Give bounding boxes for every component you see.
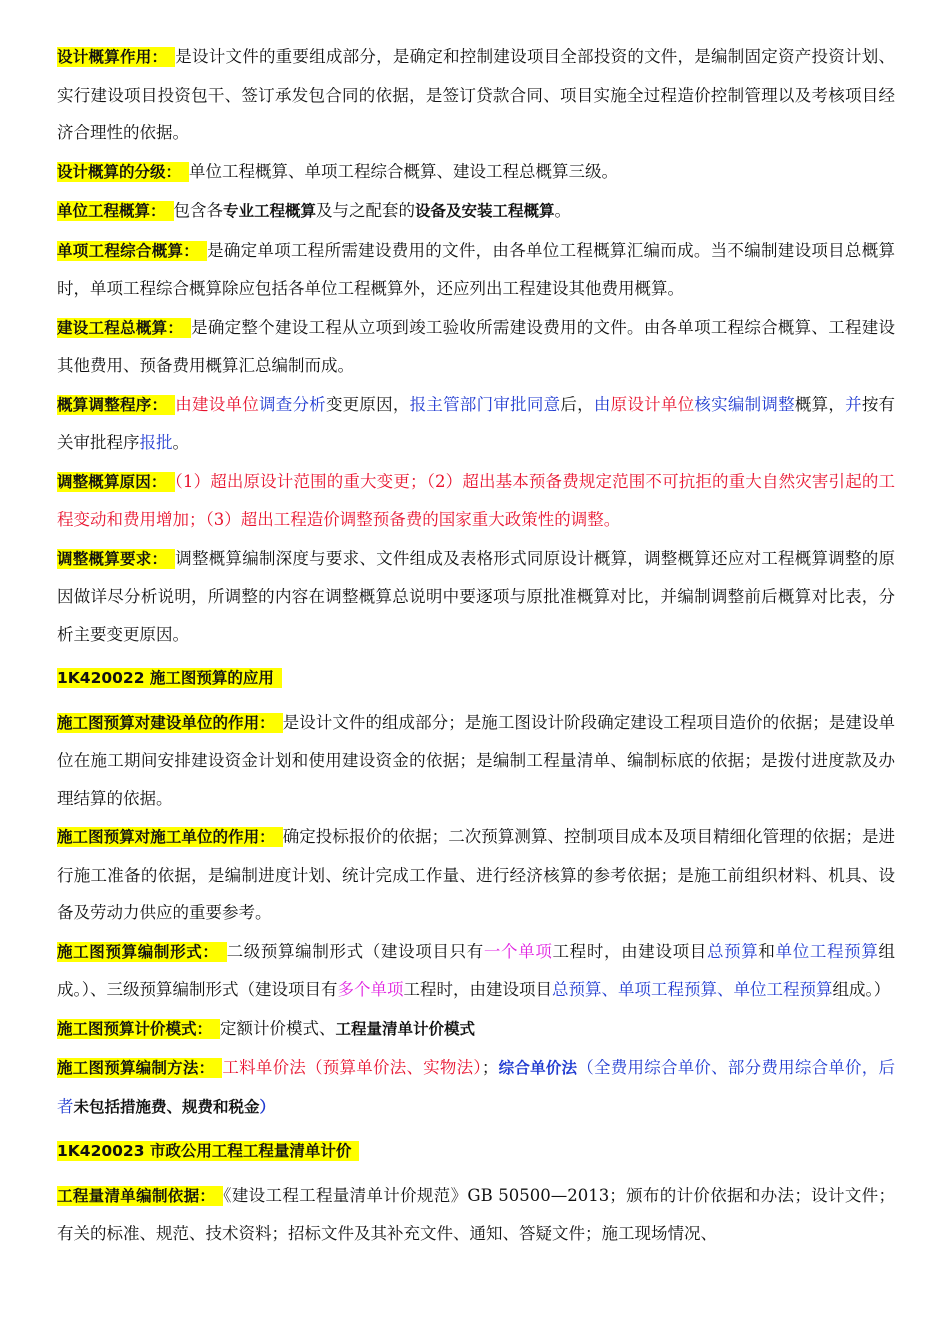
paragraph-text: 单位工程概算、单项工程综合概算、建设工程总概算三级。	[189, 161, 619, 181]
paragraph-item-estimate	[57, 232, 895, 308]
blue-run: 报批	[139, 433, 173, 452]
magenta-run: 多个单项	[337, 980, 404, 999]
term-label: 调整概算原因：	[57, 472, 175, 492]
paragraph-text: 《建设工程工程量清单计价规范》GB 50500—2013；颁布的计价依据和办法；设计文件；有关的标准、规范、技术资料；招标文件及其补充文件、通知、答疑文件；施工现场情况、	[57, 1185, 895, 1243]
bold-blue-run: 综合单价法	[498, 1059, 578, 1077]
paragraph-adjust-reasons	[57, 463, 895, 539]
paragraph-text: 是确定整个建设工程从立项到竣工验收所需建设费用的文件。由各单项工程综合概算、工程建设其他费用、预备费用概算汇总编制而成。	[57, 317, 895, 375]
section-title: 1K420022 施工图预算的应用	[57, 668, 282, 688]
paragraph-unit-estimate	[57, 192, 895, 231]
text-run: 组成。）、三级预算编制形式（建设项目有	[57, 941, 895, 999]
term-label: 施工图预算计价模式：	[57, 1019, 220, 1039]
magenta-run: 一个单项	[483, 941, 553, 961]
term-label: 单位工程概算：	[57, 201, 174, 221]
term-label: 设计概算作用：	[57, 47, 175, 67]
blue-run: 总预算	[706, 941, 759, 961]
blue-run: ）	[259, 1097, 276, 1116]
term-label: 调整概算要求：	[57, 549, 175, 569]
paragraph-text: 是设计文件的组成部分；是施工图设计阶段确定建设工程项目造价的依据；是建设单位在施工期间安排建设资金计划和使用建设资金的依据；是编制工程量清单、编制标底的依据；是拨付进度款及办理结算的依据。	[57, 712, 895, 808]
blue-run: 单位工程预算	[775, 941, 879, 961]
blue-run: 并	[845, 394, 862, 414]
paragraph-budget-owner-role	[57, 704, 895, 818]
text-run: 。	[554, 201, 572, 220]
bold-run: 工程量清单计价模式	[335, 1019, 476, 1038]
section-title: 1K420023 市政公用工程工程量清单计价	[57, 1141, 359, 1161]
blue-run: 由	[593, 394, 611, 414]
text-run: 工程时，由建设项目	[403, 980, 552, 999]
blue-run: 总预算、单项工程预算、单位工程预算	[552, 980, 833, 999]
blue-run: 核实编制调整	[694, 394, 795, 414]
red-run: 建设单位	[191, 394, 259, 414]
paragraph-budget-methods	[57, 1049, 895, 1126]
text-run: 按有关审批程序	[57, 394, 896, 452]
term-label: 施工图预算对建设单位的作用：	[57, 713, 283, 733]
text-run: 概算，	[794, 394, 846, 414]
text-run: 后，	[560, 394, 594, 414]
text-run: 定额计价模式、	[220, 1018, 336, 1038]
red-run: 工料单价法（预算单价法、实物法）	[222, 1058, 482, 1077]
term-label: 施工图预算编制形式：	[57, 942, 227, 962]
document-body	[57, 38, 895, 1254]
section-heading	[57, 659, 895, 698]
paragraph-bill-basis	[57, 1177, 895, 1253]
term-label: 施工图预算编制方法：	[57, 1058, 222, 1078]
bold-run: 设备及安装工程概算	[415, 202, 555, 220]
text-run: 由	[175, 394, 192, 414]
text-run: 工程时，由建设项目	[552, 941, 707, 961]
paragraph-text: 调整概算编制深度与要求、文件组成及表格形式同原设计概算，调整概算还应对工程概算调整的原因做详尽分析说明，所调整的内容在调整概算总说明中要逐项与原批准概算对比，并编制调整前后概算对比表，分析主要变更原因。	[57, 548, 895, 644]
paragraph-total-estimate	[57, 309, 895, 385]
paragraph-estimate-levels	[57, 153, 895, 192]
text-run: 和	[758, 941, 776, 961]
text-run: 包含各	[173, 201, 224, 220]
term-label: 施工图预算对施工单位的作用：	[57, 827, 283, 847]
paragraph-adjust-requirements	[57, 540, 895, 654]
term-label: 概算调整程序：	[57, 395, 175, 415]
paragraph-text: 是设计文件的重要组成部分，是确定和控制建设项目全部投资的文件，是编制固定资产投资计划、实行建设项目投资包干、签订承发包合同的依据，是签订贷款合同、项目实施全过程造价控制管理以及考核项目经济合理性的依据。	[57, 47, 895, 142]
text-run: ；	[481, 1058, 499, 1077]
paragraph-text: 是确定单项工程所需建设费用的文件，由各单位工程概算汇编而成。当不编制建设项目总概算时，单项工程综合概算除应包括各单位工程概算外，还应列出工程建设其他费用概算。	[57, 240, 895, 298]
bold-run: 未包括措施费、规费和税金	[73, 1097, 260, 1116]
term-label: 设计概算的分级：	[57, 162, 189, 182]
bold-run: 专业工程概算	[223, 202, 317, 220]
paragraph-budget-contractor-role	[57, 818, 895, 932]
text-run: 二级预算编制形式（建设项目只有	[226, 941, 484, 961]
blue-run: 报主管部门审批同意	[409, 394, 561, 414]
paragraph-text: 确定投标报价的依据；二次预算测算、控制项目成本及项目精细化管理的依据；是进行施工准备的依据，是编制进度计划、统计完成工作量、进行经济核算的参考依据；是施工前组织材料、机具、设备及劳动力供应的重要参考。	[57, 827, 895, 922]
text-run: 及与之配套的	[316, 201, 416, 220]
blue-run: 调查分析	[258, 394, 326, 414]
text-run: 。	[172, 433, 189, 452]
text-run: 组成。）	[832, 980, 891, 999]
paragraph-pricing-mode	[57, 1010, 895, 1049]
paragraph-text: （1）超出原设计范围的重大变更；（2）超出基本预备费规定范围不可抗拒的重大自然灾害引起的工程变动和费用增加；（3）超出工程造价调整预备费的国家重大政策性的调整。	[57, 471, 895, 529]
blue-run: （全费用综合单价、部分费用综合单价，后者	[57, 1058, 895, 1116]
term-label: 工程量清单编制依据：	[57, 1186, 223, 1206]
text-run: 变更原因，	[325, 394, 410, 414]
red-run: 原设计单位	[610, 394, 695, 414]
paragraph-design-estimate-role	[57, 38, 895, 152]
paragraph-budget-forms	[57, 933, 895, 1009]
term-label: 单项工程综合概算：	[57, 241, 207, 261]
section-heading	[57, 1132, 895, 1171]
term-label: 建设工程总概算：	[57, 318, 191, 338]
paragraph-adjust-procedure	[57, 386, 895, 462]
